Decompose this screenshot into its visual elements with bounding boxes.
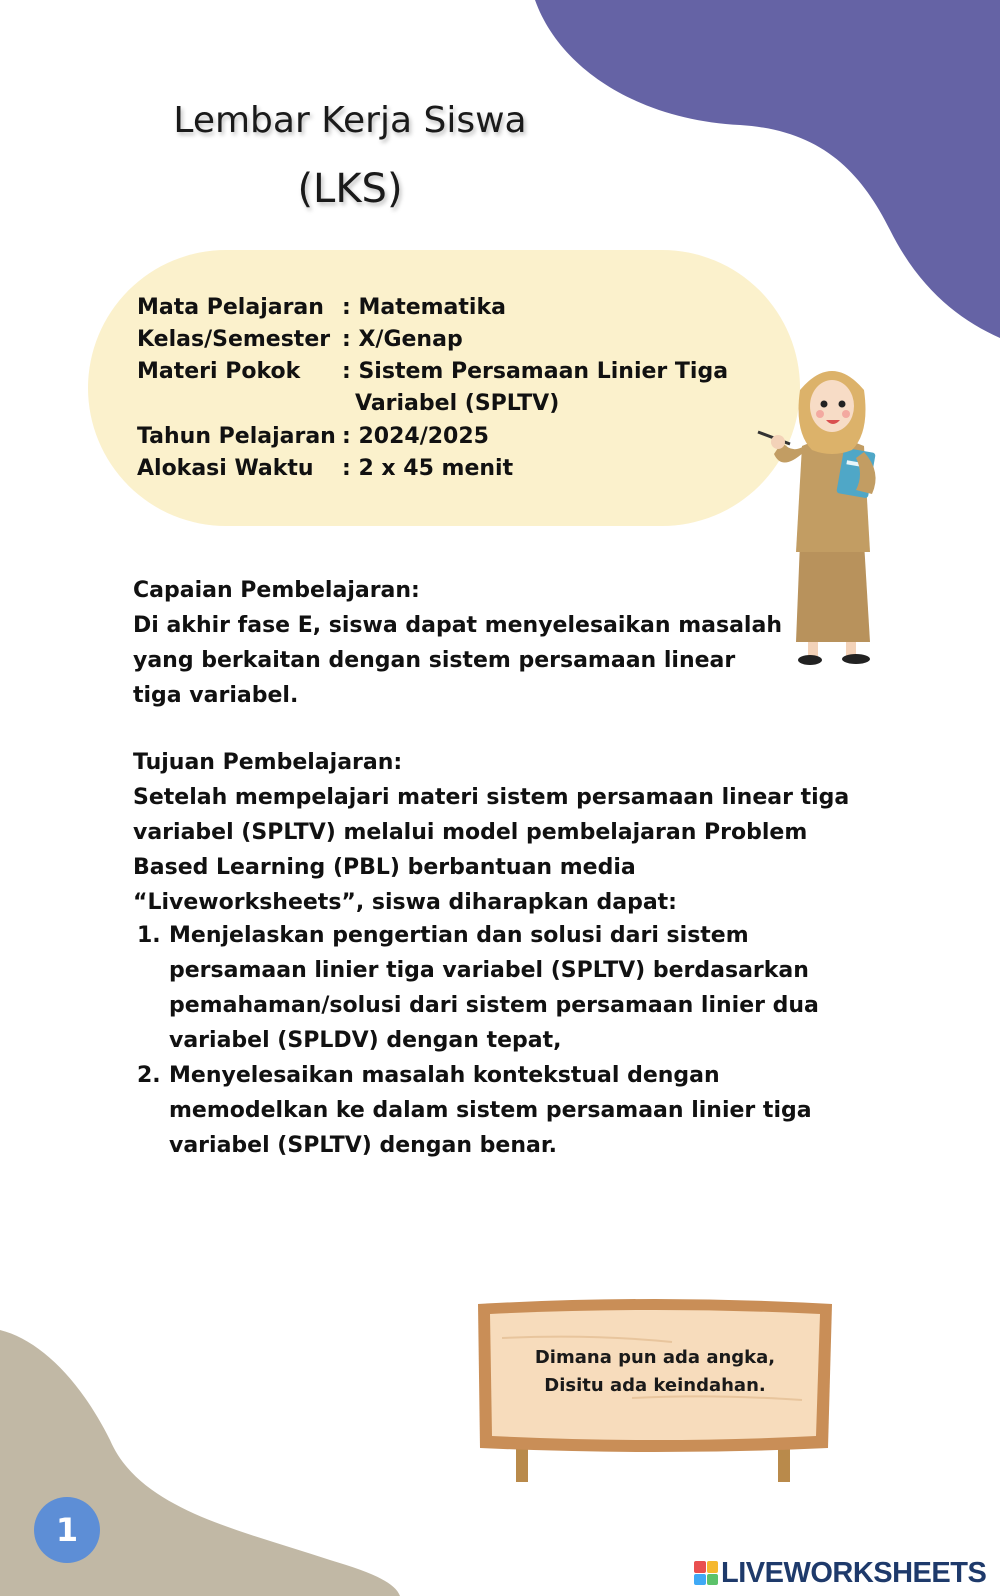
info-value: : 2024/2025 <box>342 424 489 449</box>
info-label: Tahun Pelajaran <box>137 424 336 449</box>
worksheet-title: Lembar Kerja Siswa <box>173 100 527 141</box>
list-item-text: Menyelesaikan masalah kontekstual dengan memodelkan ke dalam sistem persamaan linier tiga variabel (SPLTV) dengan benar. <box>169 1063 812 1158</box>
page-number-badge: 1 <box>34 1497 100 1563</box>
info-value: : Sistem Persamaan Linier Tiga <box>342 359 729 384</box>
learning-objectives-text: Setelah mempelajari materi sistem persamaan linear tiga variabel (SPLTV) melalui model pembelajaran Problem Based Learning (PBL) berbantuan media “Liveworksheets”, siswa diharapkan dapat: <box>133 785 850 915</box>
info-value-continued: Variabel (SPLTV) <box>355 391 560 416</box>
liveworksheets-logo-text: LIVEWORKSHEETS <box>721 1556 987 1589</box>
learning-outcomes-text: Di akhir fase E, siswa dapat menyelesaikan masalah yang berkaitan dengan sistem persamaan linear tiga variabel. <box>133 613 782 708</box>
signboard-quote <box>500 1344 810 1400</box>
info-label: Alokasi Waktu <box>137 456 314 481</box>
list-item <box>133 918 873 1058</box>
list-item-number: 2. <box>137 1063 161 1088</box>
info-value: : X/Genap <box>342 327 463 352</box>
objectives-list <box>133 918 873 1163</box>
worksheet-subtitle: (LKS) <box>297 166 403 212</box>
learning-outcomes-heading: Capaian Pembelajaran: <box>133 578 420 603</box>
liveworksheets-logo-icon <box>694 1561 718 1585</box>
info-label: Materi Pokok <box>137 359 301 384</box>
list-item-number: 1. <box>137 923 161 948</box>
learning-objectives-heading: Tujuan Pembelajaran: <box>133 750 403 775</box>
signboard-line2: Disitu ada keindahan. <box>544 1375 766 1396</box>
info-value: : 2 x 45 menit <box>342 456 514 481</box>
list-item-text: Menjelaskan pengertian dan solusi dari sistem persamaan linier tiga variabel (SPLTV) berdasarkan pemahaman/solusi dari sistem persamaan linier dua variabel (SPLDV) dengan tepat, <box>169 923 819 1053</box>
liveworksheets-logo[interactable] <box>694 1558 986 1588</box>
info-label: Mata Pelajaran <box>137 295 324 320</box>
info-value: : Matematika <box>342 295 506 320</box>
info-label: Kelas/Semester <box>137 327 331 352</box>
signboard-line1: Dimana pun ada angka, <box>534 1347 776 1368</box>
list-item <box>133 1058 873 1163</box>
